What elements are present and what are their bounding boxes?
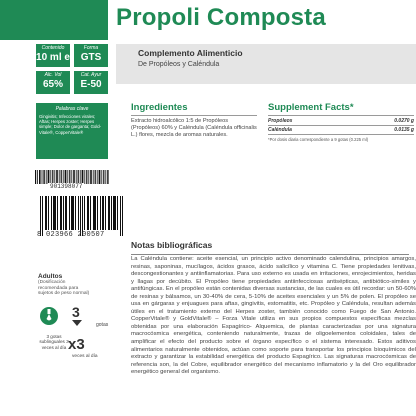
notes-heading: Notas bibliográficas	[131, 240, 213, 250]
supplement-row	[268, 127, 414, 133]
dosage-heading: Adultos	[38, 273, 63, 280]
complement-subtitle: De Propóleos y Caléndula	[138, 61, 220, 68]
drops-arrow-icon	[72, 320, 82, 326]
notes-rule	[131, 254, 409, 255]
dosage-section	[38, 273, 92, 297]
keywords-text: Gingivitis; Infecciones virales; Aftas; Herpes zoster; Herpes simple; Dolor de garganta; Gold-Vitale®, CopperVitale®	[39, 114, 102, 135]
complement-box	[116, 44, 416, 84]
badge-value: 65%	[42, 79, 63, 90]
ingredients-text: Extracto hidroalcólico 1:5 de Propóleos (Propóleos) 60% y Caléndula (Caléndula officinalis L.) flores, mezcla de aromas naturales.	[131, 118, 257, 139]
dosage-subtitle: (Dosificación recomendada para sujetos de peso normal)	[38, 280, 90, 297]
supplement-name: Propóleos	[268, 118, 293, 124]
supplement-name: Caléndula	[268, 126, 292, 133]
drops-label: gotas	[96, 322, 109, 328]
supplement-row-rule	[268, 134, 414, 135]
badge-contenido	[36, 44, 70, 67]
supplement-row-rule	[268, 125, 414, 126]
times-multiplier: x3	[68, 336, 85, 353]
times-label: veces al día	[72, 354, 98, 359]
complement-heading: Complemento Alimenticio	[138, 48, 243, 58]
supplement-value: 0.0135 g	[394, 126, 414, 133]
dropper-icon-glyph	[40, 307, 58, 325]
ingredients-heading: Ingredientes	[131, 102, 188, 113]
badge-label: Alc. Vol	[44, 72, 62, 78]
supplement-table	[268, 118, 414, 142]
top-green-bar	[0, 0, 108, 40]
badge-label: Cat. Ayur	[80, 72, 102, 78]
ean-number: 8 023966 200507	[37, 231, 105, 239]
badge-alc-vol	[36, 71, 70, 94]
drops-count: 3	[72, 304, 80, 320]
supplement-row	[268, 118, 414, 124]
badge-cat	[74, 71, 108, 94]
ingredients-rule	[131, 115, 257, 116]
badge-forma	[74, 44, 108, 67]
product-title: Propoli Composta	[116, 4, 326, 31]
supplement-rule	[268, 115, 414, 116]
dropper-icon	[40, 307, 58, 325]
supplement-heading: Supplement Facts*	[268, 102, 354, 113]
notes-text: La Caléndula contiene: aceite esencial, un principio activo denominado calendulina, principios amargos, resinas, saponinas, mucílagos, ácidos grasos, ácido salicílico y vitamina C. Tiene propiedades lenitivas, descongestionantes y antiinflamatorias. Para uso externo es usada en irritaciones, enrojecimientos, heridas y llagas por decúbito. El Propóleo tiene propiedades antiinfecciosas antisépticas, antibiótico-similes y antifúngicas. En el propóleo están contenidas diversas sustancias, de las cuales es útil recordar: un 50-60% de resinas y bálsamos, un 30-40% de cera, 5-10% de aceites esenciales y un 5% de polen. El propóleo se usa en gárgaras y enjuagues para aftas, gingivitis, estomatitis, etc. Propóleo y Caléndula, resultan además útiles en el tratamiento externo del Herpes zoster, también conocido como Fuego de San Antonio. CopperVitale® y GoldVitale® – Forza Vitale utiliza en sus propios compuestos específicas mezclas obtenidas por una elaboración Espagírico- Alquemica, de plantas caracterizadas por una signatura macrocósmica energética, conteniendo naturalmente, trazas de oligoelementos coloidales, tales de amplificar el efecto del producto sobre el órgano específico o el sistema interesado. Estos aditivos alimentarios naturalmente obtenidos, actúan como soporte para transportar los principios bioquímicos del extracto y garantizar la estabilidad energética del producto Espagírico. Las signaturas macrocósmicas de referencia son, la del Cobre, equilibrador energético del mecanismo inflamatorio y la del Oro equilibrador energético general del organismo.	[131, 256, 416, 376]
keywords-heading: Palabras clave	[55, 106, 89, 112]
supplement-value: 0.0270 g	[394, 118, 414, 124]
keywords-box	[36, 103, 108, 159]
badge-value: GTS	[80, 52, 102, 63]
badge-value: E-50	[80, 79, 102, 90]
small-barcode-number: 901398077	[50, 183, 83, 190]
supplement-note: *Por dosis diaria correspondiente a 9 gotas (0.225 ml)	[268, 136, 369, 142]
badge-label: Forma	[83, 45, 99, 51]
badge-value: 10 ml e	[36, 52, 70, 63]
badge-label: Contenido	[41, 45, 65, 51]
drops-note: 3 gotas sublinguales 3 veces al día	[39, 334, 69, 350]
